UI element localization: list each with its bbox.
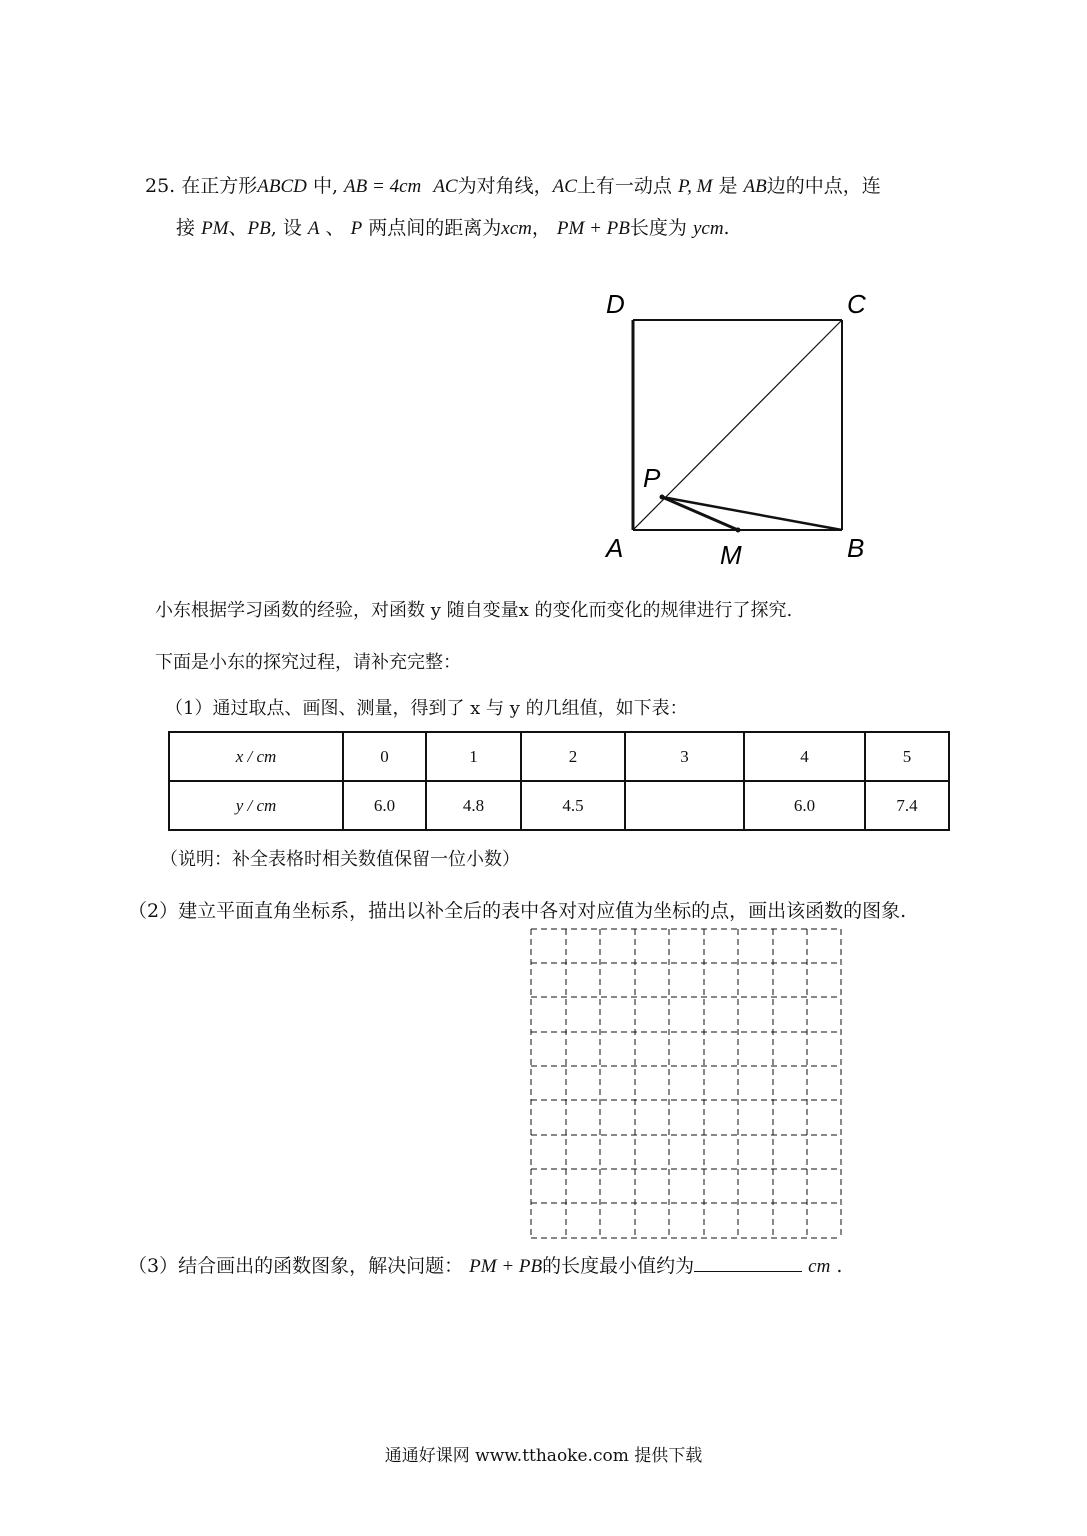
segment-pb-line: [662, 497, 842, 530]
var-x: xcm: [501, 218, 532, 239]
footer-text: 通通好课网 www.tthaoke.com 提供下载: [384, 1446, 703, 1466]
table-cell: 5: [865, 732, 949, 781]
point-p: P: [350, 218, 363, 239]
text-segment: 是: [718, 175, 738, 197]
text-segment: 中,: [312, 175, 338, 197]
table-cell: 0: [343, 732, 426, 781]
table-cell: 1: [426, 732, 521, 781]
label-b: B: [847, 533, 865, 563]
table-row: [169, 732, 949, 781]
values-table: [168, 731, 950, 831]
label-p: P: [643, 463, 661, 493]
label-a: A: [606, 533, 624, 563]
text-segment: 为对角线，: [457, 175, 553, 197]
diagonal-name: AC: [552, 176, 577, 197]
intro-text: 小东根据学习函数的经验，对函数 y 随自变量x 的变化而变化的规律进行了探究.: [155, 600, 793, 621]
text-segment: 长度为: [629, 217, 687, 239]
text-segment: .: [723, 217, 730, 239]
table-cell: 4: [744, 732, 865, 781]
text-segment: 两点间的距离为: [368, 217, 502, 239]
point-a: A: [307, 218, 320, 239]
text-segment: ，: [531, 217, 551, 239]
diagonal-name: AC: [433, 176, 458, 197]
text-segment: 在正方形: [181, 175, 258, 197]
problem-number: 25.: [145, 175, 176, 197]
points-pm: P, M: [677, 176, 713, 197]
label-d: D: [606, 289, 625, 319]
text-segment: 、: [325, 217, 345, 239]
table-cell: 4.8: [426, 781, 521, 830]
table-cell: 6.0: [744, 781, 865, 830]
segment-pm: PM: [201, 218, 229, 239]
square-name: ABCD: [257, 176, 307, 197]
table-cell: 3: [625, 732, 744, 781]
text-segment: , 设: [270, 217, 302, 239]
square-figure: [0, 0, 1087, 600]
x-header: x / cm: [169, 732, 343, 781]
part3-line: [128, 1251, 842, 1278]
dashed-grid: [529, 927, 845, 1241]
point-m-dot: [736, 528, 741, 533]
part3-expression: PM + PB: [469, 1256, 543, 1277]
y-header: y / cm: [169, 781, 343, 830]
var-y: ycm: [692, 218, 724, 239]
label-m: M: [720, 540, 742, 570]
table-cell: 4.5: [521, 781, 625, 830]
side-ab: AB: [743, 176, 767, 197]
note-text: （说明：补全表格时相关数值保留一位小数）: [160, 849, 520, 870]
table-row: [169, 781, 949, 830]
text-segment: 接: [176, 217, 196, 239]
table-cell: 2: [521, 732, 625, 781]
text-segment: 上有一动点: [576, 175, 672, 197]
part3-end: .: [836, 1255, 843, 1277]
label-c: C: [847, 289, 866, 319]
part3-prefix: （3）结合画出的函数图象，解决问题：: [128, 1255, 464, 1277]
sum-expression: PM + PB: [556, 218, 630, 239]
part2-text: （2）建立平面直角坐标系，描出以补全后的表中各对对应值为坐标的点，画出该函数的图象.: [128, 900, 907, 922]
table-cell: 6.0: [343, 781, 426, 830]
ab-equation: AB = 4cm: [344, 176, 422, 197]
segment-pm-line: [662, 497, 738, 530]
point-p-dot: [660, 495, 665, 500]
process-text: 下面是小东的探究过程，请补充完整：: [155, 652, 461, 673]
table-cell: 7.4: [865, 781, 949, 830]
part3-middle: 的长度最小值约为: [542, 1255, 695, 1277]
segment-pb: PB: [247, 218, 271, 239]
text-segment: 边的中点，连: [766, 175, 881, 197]
table-cell-blank: [625, 781, 744, 830]
answer-blank: [694, 1251, 802, 1272]
text-segment: 、: [228, 217, 248, 239]
part1-text: （1）通过取点、画图、测量，得到了 x 与 y 的几组值，如下表：: [165, 698, 688, 719]
part3-unit: cm: [808, 1256, 831, 1277]
